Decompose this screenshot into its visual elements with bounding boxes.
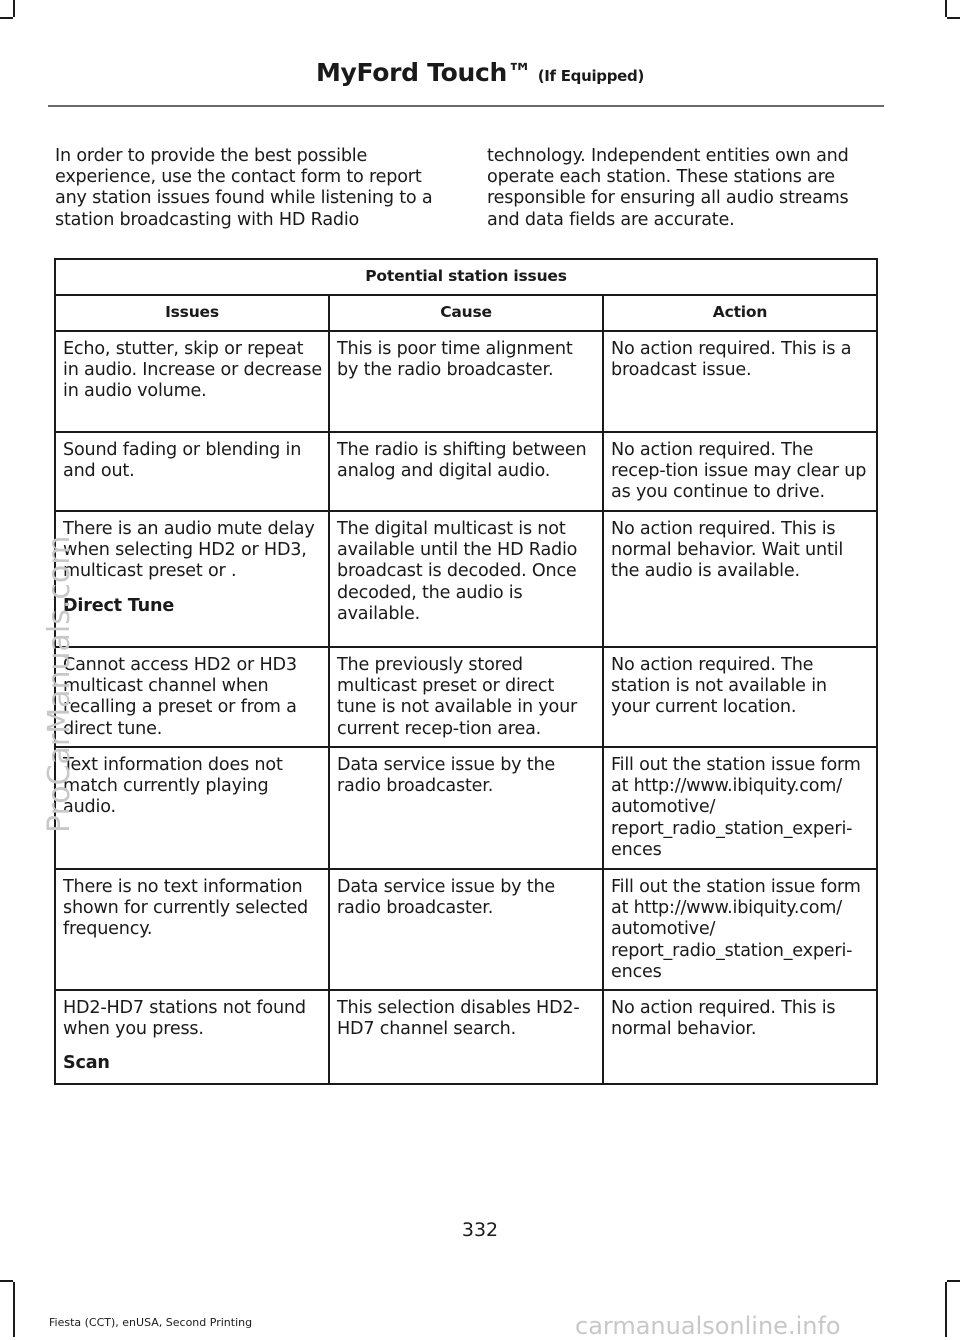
crop-mark	[0, 1280, 13, 1282]
issue-text: Sound fading or blending in and out.	[63, 440, 302, 482]
action-cell: No action required. The station is not available in your current location.	[603, 647, 877, 747]
crop-mark	[945, 1282, 947, 1337]
station-issues-table	[54, 258, 878, 1085]
table-row	[55, 331, 877, 432]
crop-mark	[13, 0, 15, 17]
crop-mark	[945, 0, 947, 17]
issue-text: Echo, stutter, skip or repeat in audio. Increase or decrease in audio volume.	[63, 339, 323, 402]
issue-cell	[55, 331, 329, 432]
table-row	[55, 647, 877, 747]
action-cell: Fill out the station issue form at http://www.ibiquity.com/ automotive/ report_radio_station_experi-ences	[603, 869, 877, 990]
issue-keyword: Scan	[63, 1053, 110, 1074]
cause-cell: Data service issue by the radio broadcaster.	[329, 747, 603, 869]
table-row	[55, 747, 877, 869]
page-subtitle: (If Equipped)	[537, 67, 645, 85]
table-row	[55, 990, 877, 1084]
cause-cell: The radio is shifting between analog and digital audio.	[329, 432, 603, 511]
column-header-issues: Issues	[55, 295, 329, 331]
issue-text: Cannot access HD2 or HD3 multicast channel when recalling a preset or from a direct tune.	[63, 655, 297, 739]
table-row	[55, 511, 877, 647]
table-row	[55, 869, 877, 990]
issue-cell	[55, 990, 329, 1084]
action-cell: No action required. This is a broadcast issue.	[603, 331, 877, 432]
crop-mark	[947, 1280, 960, 1282]
issue-cell	[55, 747, 329, 869]
issue-text: There is no text information shown for currently selected frequency.	[63, 877, 309, 940]
page-header	[0, 58, 960, 87]
issue-text: HD2-HD7 stations not found when you press.	[63, 998, 306, 1040]
crop-mark	[947, 17, 960, 19]
issue-text: There is an audio mute delay when selecting HD2 or HD3, multicast preset or .	[63, 519, 315, 582]
issue-cell	[55, 647, 329, 747]
action-cell: No action required. The recep-tion issue may clear up as you continue to drive.	[603, 432, 877, 511]
header-rule	[48, 105, 884, 107]
page-title: MyFord Touch™	[315, 58, 532, 87]
cause-cell: The digital multicast is not available until the HD Radio broadcast is decoded. Once decoded, the audio is available.	[329, 511, 603, 647]
cause-cell: This selection disables HD2-HD7 channel search.	[329, 990, 603, 1084]
crop-mark	[13, 1282, 15, 1337]
issue-cell	[55, 869, 329, 990]
column-header-cause: Cause	[329, 295, 603, 331]
issue-text: Text information does not match currently playing audio.	[63, 755, 283, 818]
cause-cell: Data service issue by the radio broadcaster.	[329, 869, 603, 990]
table-row	[55, 432, 877, 511]
footer-edition: Fiesta (CCT), enUSA, Second Printing	[49, 1316, 253, 1329]
column-header-action: Action	[603, 295, 877, 331]
issue-cell	[55, 511, 329, 647]
intro-paragraph-left: In order to provide the best possible experience, use the contact form to report any station issues found while listening to a station broadcasting with HD Radio	[55, 146, 433, 230]
table-title: Potential station issues	[55, 259, 877, 295]
crop-mark	[0, 17, 13, 19]
action-cell: No action required. This is normal behavior. Wait until the audio is available.	[603, 511, 877, 647]
intro-paragraph-right: technology. Independent entities own and operate each station. These stations are responsible for ensuring all audio streams and data fields are accurate.	[487, 146, 849, 230]
issue-cell	[55, 432, 329, 511]
watermark-bottom: carmanualsonline.info	[575, 1312, 841, 1340]
watermark-side: ProCarManuals.com	[42, 535, 77, 833]
cause-cell: This is poor time alignment by the radio broadcaster.	[329, 331, 603, 432]
issue-keyword: Direct Tune	[63, 595, 175, 616]
cause-cell: The previously stored multicast preset or direct tune is not available in your current recep-tion area.	[329, 647, 603, 747]
action-cell: Fill out the station issue form at http://www.ibiquity.com/ automotive/ report_radio_station_experi-ences	[603, 747, 877, 869]
action-cell: No action required. This is normal behavior.	[603, 990, 877, 1084]
page-number: 332	[461, 1219, 499, 1241]
